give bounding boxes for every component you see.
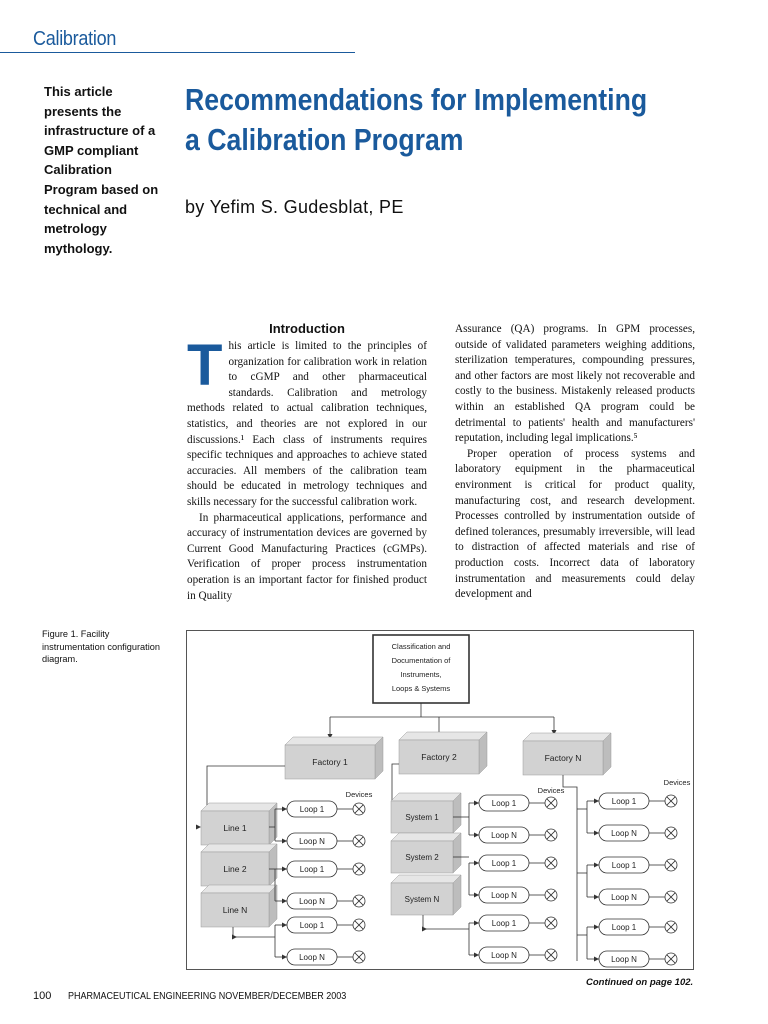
factory-n-c-loop-1-label: Loop 1 — [611, 923, 637, 932]
factory-n-b-arrow-1 — [594, 863, 599, 868]
factory-2-label: Factory 2 — [421, 752, 457, 762]
system-1-loop-n-label: Loop N — [491, 831, 517, 840]
line-n-out — [233, 927, 275, 937]
system-1-label: System 1 — [405, 813, 439, 822]
system-n-arrow-n — [474, 953, 479, 958]
line-2-loop-n-label: Loop N — [299, 897, 325, 906]
system-n-arrow — [422, 927, 427, 932]
article-title: Recommendations for Implementing a Calibration Program — [185, 82, 648, 157]
devices-label-2: Devices — [537, 786, 565, 795]
factory-n-b-loop-n-label: Loop N — [611, 893, 637, 902]
facility-diagram — [186, 630, 694, 970]
line-2-label: Line 2 — [223, 864, 247, 874]
system-n-loop-1-label: Loop 1 — [491, 919, 517, 928]
line-1-label: Line 1 — [223, 823, 247, 833]
line-n-arrow-n — [282, 955, 287, 960]
factory-1-label: Factory 1 — [312, 757, 348, 767]
classification-box-line: Classification and — [391, 642, 451, 651]
system-n-loop-n-label: Loop N — [491, 951, 517, 960]
system-1-arrow-n — [474, 833, 479, 838]
classification-box-line: Documentation of — [391, 656, 451, 665]
line-n-arrow — [232, 935, 237, 940]
factory-1-arrow — [196, 825, 201, 830]
line-2-loop-1-label: Loop 1 — [299, 865, 325, 874]
line-1-arrow-1 — [282, 807, 287, 812]
body-column-1 — [187, 320, 427, 604]
factory-n-a-loop-n-label: Loop N — [611, 829, 637, 838]
line-2-arrow-n — [282, 899, 287, 904]
factory-n-a-loop-1-label: Loop 1 — [611, 797, 637, 806]
system-1-loop-1-label: Loop 1 — [491, 799, 517, 808]
line-2-arrow-1 — [282, 867, 287, 872]
body-column-2 — [455, 322, 695, 603]
factory-n-c-arrow-n — [594, 957, 599, 962]
system-1-top — [391, 793, 461, 801]
paragraph-1: his article is limited to the principles of organization for calibration work in relation to cGMP and other pharmaceutical standards. Calibration and metrology methods related to actual calibration techniques, statistics, and theories are not explored in our discussions.¹ Each class of instruments requires specific techniques and approaches to achieve stated accuracies. All members of the calibration team should be educated in metrology techniques and skills necessary for the successful calibration work. — [187, 340, 427, 508]
line-n-arrow-1 — [282, 923, 287, 928]
factory-n-label: Factory N — [544, 753, 582, 763]
system-2-arrow-1 — [474, 861, 479, 866]
system-2-label: System 2 — [405, 853, 439, 862]
devices-label-3: Devices — [663, 778, 691, 787]
line-n-loop-1-label: Loop 1 — [299, 921, 325, 930]
continued-note: Continued on page 102. — [586, 977, 694, 988]
factory-2-top — [399, 732, 487, 740]
factory-n-a-arrow-n — [594, 831, 599, 836]
paragraph-4: Proper operation of process systems and laboratory equipment in the pharmaceutical environment is critical for product quality, manufacturing cost, and research development. Processes controlled by instrumentation outside of defined tolerances, presumably irreversible, will lead to distraction of affected materials and rise of production costs. Incorrect data of laboratory instrumentation and measurements could delay development and — [455, 447, 695, 601]
line-n-label: Line N — [222, 905, 248, 915]
system-n-out — [423, 915, 469, 929]
system-n-label: System N — [404, 895, 440, 904]
section-rule — [0, 52, 355, 53]
line-1-top — [201, 803, 277, 811]
line-1-loop-n-label: Loop N — [299, 837, 325, 846]
system-2-top — [391, 833, 461, 841]
line-n-loop-n-label: Loop N — [299, 953, 325, 962]
factory-n-top — [523, 733, 611, 741]
line-n-top — [201, 885, 277, 893]
section-heading: Introduction — [269, 321, 345, 336]
system-n-arrow-1 — [474, 921, 479, 926]
system-1-arrow-1 — [474, 801, 479, 806]
line-1-arrow-n — [282, 839, 287, 844]
devices-label-1: Devices — [345, 790, 373, 799]
system-n-top — [391, 875, 461, 883]
journal-info: PHARMACEUTICAL ENGINEERING NOVEMBER/DECEMBER 2003 — [68, 991, 347, 1002]
byline: by Yefim S. Gudesblat, PE — [185, 197, 404, 217]
system-2-arrow-n — [474, 893, 479, 898]
factory-n-b-loop-1-label: Loop 1 — [611, 861, 637, 870]
system-2-loop-n-label: Loop N — [491, 891, 517, 900]
factory-n-feed — [563, 775, 577, 961]
page-number: 100 — [33, 990, 52, 1002]
system-2-loop-1-label: Loop 1 — [491, 859, 517, 868]
classification-box-line: Instruments, — [400, 670, 442, 679]
factory-1-top — [285, 737, 383, 745]
drop-cap: T — [187, 333, 223, 398]
paragraph-3: Assurance (QA) programs. In GPM processes, outside of validated parameters weighing additions, sterilization temperatures, compounding pressures, and other factors are most likely not recoverable and costly to the business. Mistakenly released products within an established QA program could be detrimental to patients' health and manufacturers' reputation, including legal implications.⁵ — [455, 323, 695, 445]
page-footer — [33, 990, 377, 1002]
paragraph-2: In pharmaceutical applications, performance and accuracy of instrumentation devices are governed by Current Good Manufacturing Practices (cGMPs). Verification of proper process instrumentation operation is an important factor for finished product in Quality — [187, 511, 427, 602]
figure-caption: Figure 1. Facility instrumentation configuration diagram. — [42, 629, 160, 664]
line-2-top — [201, 844, 277, 852]
diagram-canvas — [187, 631, 695, 971]
factory-n-a-arrow-1 — [594, 799, 599, 804]
classification-box-line: Loops & Systems — [391, 684, 451, 693]
factory-n-c-arrow-1 — [594, 925, 599, 930]
article-summary: This article presents the infrastructure of a GMP compliant Calibration Program based on technical and metrology mythology. — [44, 84, 159, 256]
factory-n-b-arrow-n — [594, 895, 599, 900]
section-label: Calibration — [33, 28, 117, 50]
line-1-loop-1-label: Loop 1 — [299, 805, 325, 814]
factory-n-c-loop-n-label: Loop N — [611, 955, 637, 964]
